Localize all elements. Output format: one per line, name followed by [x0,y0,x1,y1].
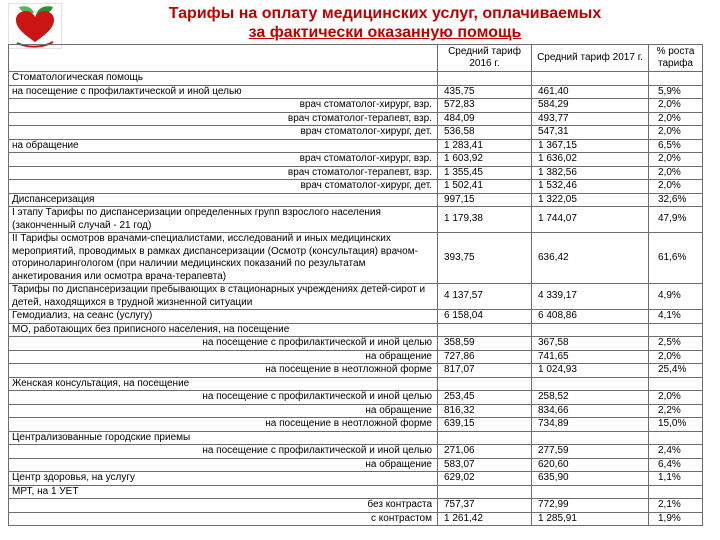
row-tariff-2017: 1 532,46 [532,180,649,194]
row-label: Гемодиализ, на сеанс (услугу) [9,310,438,324]
slide-title [70,4,700,42]
row-growth-percent: 2,2% [649,404,703,418]
table-row [9,180,703,194]
row-tariff-2016: 817,07 [438,364,532,378]
row-tariff-2016: 816,32 [438,404,532,418]
row-tariff-2017: 1 636,02 [532,153,649,167]
table-row [9,166,703,180]
row-tariff-2016: 6 158,04 [438,310,532,324]
row-growth-percent: 2,0% [649,391,703,405]
row-tariff-2017: 1 285,91 [532,512,649,526]
row-label: с контрастом [9,512,438,526]
row-tariff-2017 [532,377,649,391]
row-growth-percent: 15,0% [649,418,703,432]
row-tariff-2016 [438,72,532,86]
row-tariff-2016: 639,15 [438,418,532,432]
row-label: на обращение [9,350,438,364]
row-growth-percent [649,485,703,499]
table-row [9,207,703,233]
row-tariff-2017: 258,52 [532,391,649,405]
table-row [9,364,703,378]
row-tariff-2017: 1 024,93 [532,364,649,378]
table-row [9,323,703,337]
row-growth-percent [649,377,703,391]
row-tariff-2017: 493,77 [532,112,649,126]
row-tariff-2017: 1 367,15 [532,139,649,153]
table-row [9,391,703,405]
table-row [9,458,703,472]
row-tariff-2016: 572,83 [438,99,532,113]
row-tariff-2017 [532,431,649,445]
row-label: Централизованные городские приемы [9,431,438,445]
row-tariff-2016: 997,15 [438,193,532,207]
table-row [9,153,703,167]
row-tariff-2016: 727,86 [438,350,532,364]
row-growth-percent: 1,9% [649,512,703,526]
row-tariff-2017: 547,31 [532,126,649,140]
row-tariff-2016: 435,75 [438,85,532,99]
row-growth-percent: 2,1% [649,499,703,513]
row-growth-percent: 4,1% [649,310,703,324]
row-label: врач стоматолог-хирург, дет. [9,180,438,194]
row-label: врач стоматолог-хирург, взр. [9,99,438,113]
table-row [9,193,703,207]
header-tariff-2016: Средний тариф 2016 г. [438,45,532,72]
row-label: на посещение с профилактической и иной целью [9,337,438,351]
row-tariff-2017 [532,485,649,499]
row-tariff-2016: 757,37 [438,499,532,513]
row-growth-percent: 2,0% [649,153,703,167]
row-tariff-2017: 620,60 [532,458,649,472]
row-tariff-2016: 629,02 [438,472,532,486]
header-empty-cell [9,45,438,72]
row-tariff-2017: 636,42 [532,233,649,284]
table-row [9,85,703,99]
row-growth-percent [649,431,703,445]
row-tariff-2016: 393,75 [438,233,532,284]
row-growth-percent: 4,9% [649,284,703,310]
row-tariff-2016: 1 283,41 [438,139,532,153]
row-tariff-2017: 1 744,07 [532,207,649,233]
row-growth-percent: 6,4% [649,458,703,472]
row-label: Женская консультация, на посещение [9,377,438,391]
row-label: на посещение с профилактической и иной целью [9,445,438,459]
table-body [9,72,703,526]
row-tariff-2016 [438,431,532,445]
row-tariff-2017: 1 382,56 [532,166,649,180]
table-row [9,72,703,86]
row-tariff-2016: 358,59 [438,337,532,351]
row-growth-percent: 5,9% [649,85,703,99]
row-tariff-2017: 1 322,05 [532,193,649,207]
clinic-logo [8,3,62,49]
table-row [9,499,703,513]
row-label: без контраста [9,499,438,513]
row-tariff-2016: 583,07 [438,458,532,472]
row-tariff-2017 [532,72,649,86]
row-tariff-2017: 367,58 [532,337,649,351]
row-growth-percent: 61,6% [649,233,703,284]
row-tariff-2016 [438,323,532,337]
row-label: врач стоматолог-хирург, взр. [9,153,438,167]
row-tariff-2017: 6 408,86 [532,310,649,324]
row-growth-percent: 2,5% [649,337,703,351]
row-growth-percent: 2,0% [649,112,703,126]
row-label: Стоматологическая помощь [9,72,438,86]
row-label: на посещение в неотложной форме [9,418,438,432]
row-tariff-2017: 4 339,17 [532,284,649,310]
row-tariff-2017: 734,89 [532,418,649,432]
slide-title-line1: Тарифы на оплату медицинских услуг, оплачиваемых [168,5,602,22]
row-tariff-2016: 253,45 [438,391,532,405]
table-row [9,418,703,432]
table-row [9,126,703,140]
row-growth-percent: 2,0% [649,180,703,194]
row-tariff-2016 [438,485,532,499]
row-growth-percent: 25,4% [649,364,703,378]
row-tariff-2016 [438,377,532,391]
row-label: на обращение [9,139,438,153]
table-row [9,99,703,113]
row-tariff-2016: 536,58 [438,126,532,140]
table-row [9,337,703,351]
row-growth-percent: 32,6% [649,193,703,207]
row-tariff-2016: 4 137,57 [438,284,532,310]
row-tariff-2017: 834,66 [532,404,649,418]
row-tariff-2016: 271,06 [438,445,532,459]
table-row [9,431,703,445]
row-tariff-2017: 741,65 [532,350,649,364]
row-tariff-2016: 1 603,92 [438,153,532,167]
header-tariff-2017: Средний тариф 2017 г. [532,45,649,72]
tariff-table [8,44,703,526]
row-label: врач стоматолог-терапевт, взр. [9,112,438,126]
table-row [9,512,703,526]
row-tariff-2017: 461,40 [532,85,649,99]
row-label: МО, работающих без приписного населения, на посещение [9,323,438,337]
row-label: на обращение [9,404,438,418]
table-row [9,310,703,324]
row-label: на посещение в неотложной форме [9,364,438,378]
row-growth-percent: 47,9% [649,207,703,233]
table-row [9,377,703,391]
table-row [9,284,703,310]
row-growth-percent: 2,0% [649,126,703,140]
row-tariff-2016: 1 261,42 [438,512,532,526]
row-tariff-2017: 584,29 [532,99,649,113]
row-tariff-2017 [532,323,649,337]
row-growth-percent: 2,0% [649,99,703,113]
row-growth-percent [649,323,703,337]
row-label: II Тарифы осмотров врачами-специалистами, исследований и иных медицинских мероприятий, проводимых в рамках диспансеризации (Осмотр (консультация) врачом-оториноларингологом (при наличии медицинских показаний по результатам анкетирования или осмотра врача-терапевта) [9,233,438,284]
row-growth-percent: 1,1% [649,472,703,486]
table-row [9,139,703,153]
row-growth-percent: 2,0% [649,350,703,364]
row-label: на посещение с профилактической и иной целью [9,85,438,99]
row-tariff-2017: 635,90 [532,472,649,486]
table-row [9,472,703,486]
row-label: на посещение с профилактической и иной целью [9,391,438,405]
row-tariff-2017: 277,59 [532,445,649,459]
row-label: МРТ, на 1 УЕТ [9,485,438,499]
row-tariff-2016: 1 179,38 [438,207,532,233]
heart-leaves-logo-icon [8,3,62,49]
row-growth-percent: 2,4% [649,445,703,459]
slide-title-line2: за фактически оказанную помощь [248,24,522,41]
row-tariff-2016: 1 502,41 [438,180,532,194]
row-label: Тарифы по диспансеризации пребывающих в стационарных учреждениях детей-сирот и детей, находящихся в трудной жизненной ситуации [9,284,438,310]
table-row [9,485,703,499]
row-label: Центр здоровья, на услугу [9,472,438,486]
row-growth-percent: 2,0% [649,166,703,180]
row-growth-percent [649,72,703,86]
table-row [9,445,703,459]
row-tariff-2016: 1 355,45 [438,166,532,180]
row-label: врач стоматолог-хирург, дет. [9,126,438,140]
row-label: I этапу Тарифы по диспансеризации определенных групп взрослого населения (законченный случай - 21 год) [9,207,438,233]
row-label: врач стоматолог-терапевт, взр. [9,166,438,180]
table-row [9,404,703,418]
row-label: на обращение [9,458,438,472]
table-row [9,233,703,284]
table-row [9,350,703,364]
table-header-row [9,45,703,72]
row-tariff-2016: 484,09 [438,112,532,126]
row-label: Диспансеризация [9,193,438,207]
row-growth-percent: 6,5% [649,139,703,153]
table-row [9,112,703,126]
header-growth-percent: % роста тарифа [649,45,703,72]
row-tariff-2017: 772,99 [532,499,649,513]
